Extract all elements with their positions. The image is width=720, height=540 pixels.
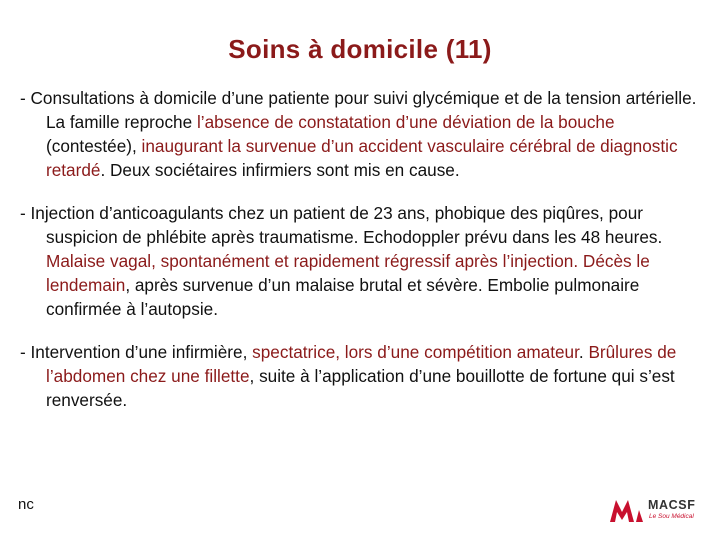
bullet-1-highlight-1: l’absence de constatation d’une déviation de la bouche	[196, 112, 615, 132]
bullet-2-text: - Injection d’anticoagulants chez un patient de 23 ans, phobique des piqûres, pour suspicion de phlébite après traumatisme. Echodoppler prévu dans les 48 heures.	[20, 203, 663, 247]
bullet-3-highlight-1: spectatrice, lors d’une compétition amateur	[252, 342, 579, 362]
bullet-2-text-mid: , après survenue d’un malaise brutal et sévère. Embolie pulmonaire confirmée à l’autopsie.	[46, 275, 640, 319]
bullet-1-text-mid: (contestée),	[46, 136, 142, 156]
bullet-1-highlight-2: inaugurant la survenue d’un accident vasculaire cérébral de diagnostic retardé	[46, 136, 678, 180]
bullet-3-text: - Intervention d’une infirmière,	[20, 342, 253, 362]
logo-name: MACSF	[648, 498, 696, 512]
bullet-1-text-end: . Deux sociétaires infirmiers sont mis en cause.	[100, 160, 460, 180]
bullet-3-text-end: , suite à l’application d’une bouillotte de fortune qui s’est renversée.	[46, 366, 675, 410]
bullet-1-text: - Consultations à domicile d’une patiente pour suivi glycémique et de la tension artérielle. La famille reproche	[20, 88, 697, 132]
bullet-3-text-mid: .	[578, 342, 589, 362]
footer-text: nc	[18, 496, 34, 513]
macsf-logo	[608, 496, 708, 524]
bullet-item-3	[20, 340, 706, 412]
bullet-item-2	[20, 201, 706, 321]
macsf-logo-mark-icon	[608, 496, 646, 524]
bullet-2-highlight-1: Malaise vagal, spontanément et rapidement régressif après l’injection. Décès le lendemain	[46, 251, 650, 295]
slide-title: Soins à domicile (11)	[228, 34, 492, 64]
bullet-item-1	[20, 86, 706, 182]
logo-tagline: Le Sou Médical	[649, 513, 694, 520]
bullet-list	[20, 86, 706, 431]
bullet-3-highlight-2: Brûlures de l’abdomen chez une fillette	[46, 342, 677, 386]
